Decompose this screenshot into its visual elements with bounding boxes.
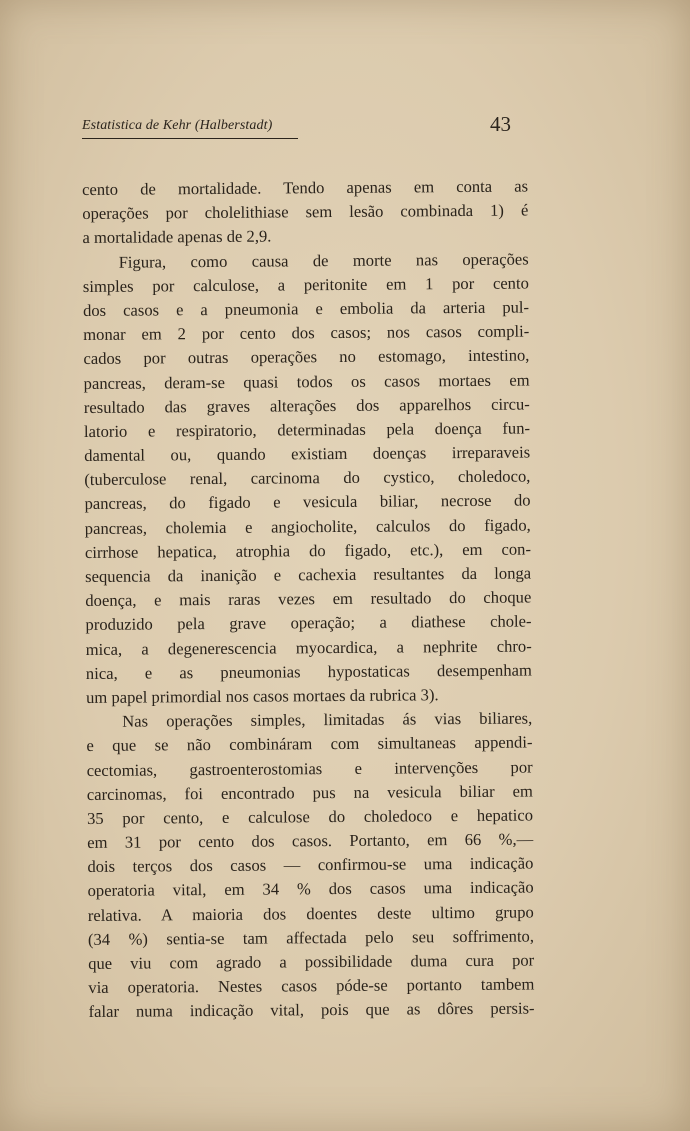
- text-line: em 31 por cento dos casos. Portanto, em 66 %,—: [87, 829, 534, 853]
- text-line: damental ou, quando existiam doenças irreparaveis: [84, 442, 531, 466]
- text-line: (34 %) sentia-se tam affectada pelo seu soffrimento,: [87, 926, 535, 949]
- text-line: nica, e as pneumonias hypostaticas desempenham: [85, 660, 532, 683]
- text-line: via operatoria. Nestes casos póde-se portanto tambem: [88, 974, 535, 998]
- text-line: Figura, como causa de morte nas operações: [118, 249, 529, 272]
- text-line: doença, e mais raras vezes em resultado do choque: [85, 587, 532, 611]
- text-line: pancreas, deram-se quasi todos os casos mortaes em: [83, 369, 530, 393]
- text-line: falar numa indicação vital, pois que as dôres persis-: [88, 998, 535, 1022]
- running-title: Estatistica de Kehr (Halberstadt): [82, 118, 273, 133]
- text-line: cados por outras operações no estomago, intestino,: [83, 345, 530, 369]
- text-line: relativa. A maioria dos doentes deste ultimo grupo: [87, 902, 534, 925]
- text-line: latorio e respiratorio, determinadas pela doença fun-: [83, 418, 531, 441]
- page-number: 43: [490, 112, 511, 136]
- text-line: dois terços dos casos — confirmou-se uma indicação: [87, 853, 534, 877]
- text-line: um papel primordial nos casos mortaes da rubrica 3).: [86, 685, 439, 707]
- text-line: Nas operações simples, limitadas ás vias biliares,: [122, 708, 533, 731]
- body-text: [82, 174, 535, 1024]
- text-line: cirrhose hepatica, atrophia do figado, etc.), em con-: [84, 539, 532, 562]
- text-line: que viu com agrado a possibilidade duma cura por: [88, 950, 535, 973]
- text-line: dos casos e a pneumonia e embolia da arteria pul-: [82, 297, 530, 320]
- text-line: pancreas, do figado e vesicula biliar, necrose do: [84, 490, 531, 514]
- text-line: e que se não combináram com simultaneas appendi-: [86, 732, 533, 756]
- text-line: carcinomas, foi encontrado pus na vesicula biliar em: [86, 781, 533, 804]
- running-head: [82, 116, 514, 142]
- text-line: resultado das graves alterações dos apparelhos circu-: [83, 394, 530, 417]
- text-line: cento de mortalidade. Tendo apenas em conta as: [82, 176, 529, 199]
- text-line: a mortalidade apenas de 2,9.: [82, 226, 272, 248]
- text-line: pancreas, cholemia e angiocholite, calculos do figado,: [84, 515, 531, 538]
- text-line: (tuberculose renal, carcinoma do cystico, choledoco,: [84, 466, 531, 490]
- text-line: mica, a degenerescencia myocardica, a nephrite chro-: [85, 636, 532, 659]
- header-rule: [82, 138, 298, 139]
- text-line: 35 por cento, e calculose do choledoco e hepatico: [86, 805, 534, 828]
- text-line: simples por calculose, a peritonite em 1 por cento: [82, 273, 529, 296]
- text-line: operações por cholelithiase sem lesão combinada 1) é: [82, 200, 529, 224]
- text-line: operatoria vital, em 34 % dos casos uma indicação: [87, 877, 534, 901]
- text-line: cectomias, gastroenterostomias e intervenções por: [86, 756, 533, 780]
- text-line: sequencia da inanição e cachexia resultantes da longa: [85, 563, 532, 586]
- text-line: monar em 2 por cento dos casos; nos casos compli-: [83, 321, 530, 345]
- text-line: produzido pela grave operação; a diathese chole-: [85, 611, 532, 635]
